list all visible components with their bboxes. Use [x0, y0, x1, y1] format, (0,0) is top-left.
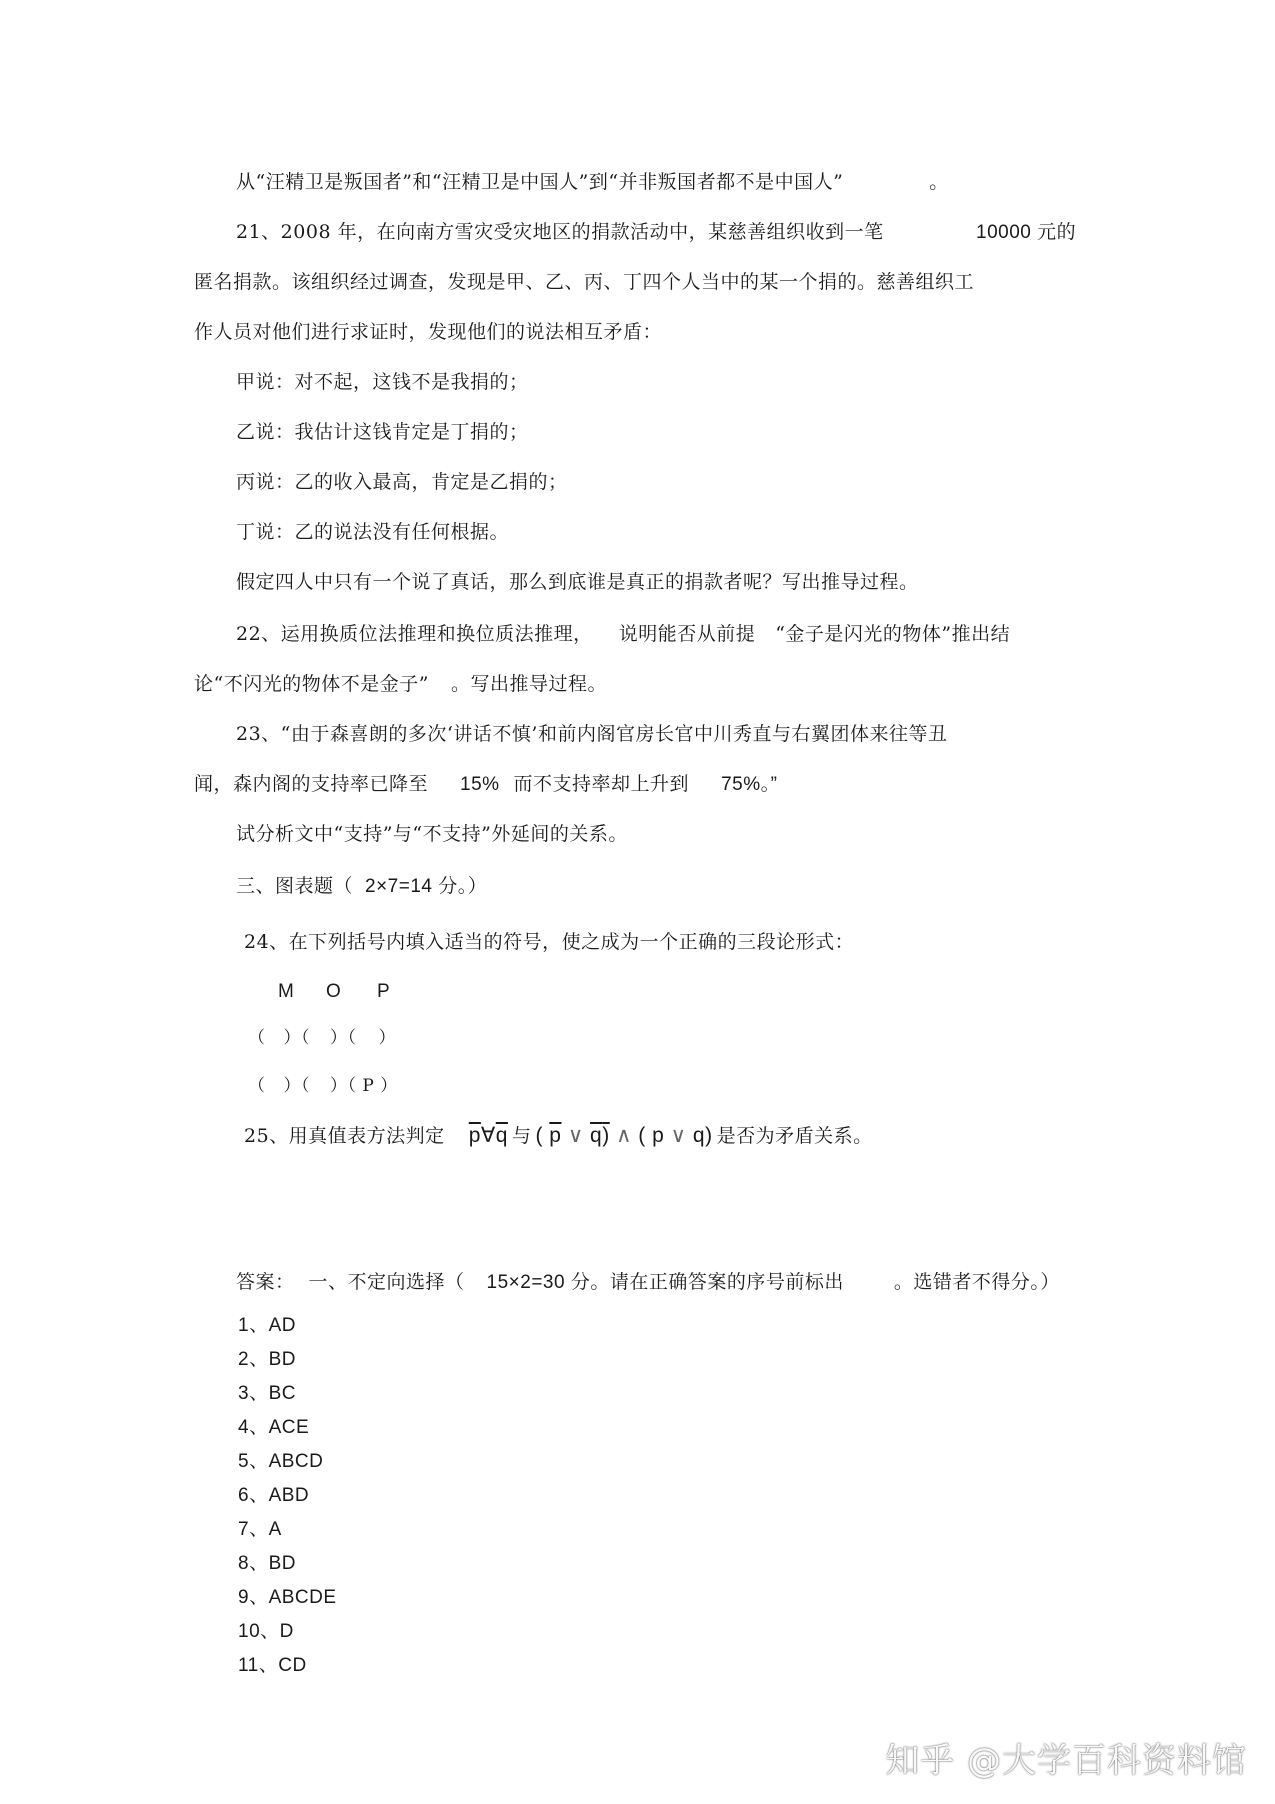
q22-line-1 [236, 622, 1010, 646]
negated-group [590, 1124, 610, 1147]
q24-row-1 [248, 1026, 396, 1050]
q25-text-b: 是否为矛盾关系。 [716, 1125, 873, 1147]
statement-text: 丁说：乙的说法没有任何根据。 [236, 521, 510, 543]
q21-statement-ding [236, 520, 509, 544]
answer-text: 8、BD [238, 1553, 296, 1574]
negated-p: $\overline{p}$ [468, 1124, 481, 1147]
section3-heading-a: 三、图表题（ [236, 875, 354, 897]
answer-item [238, 1348, 296, 1372]
q21-line1-a: 21、2008 年，在向南方雪灾受灾地区的捐款活动中，某慈善组织收到一笔 [236, 221, 884, 243]
q22-line2-b: 。写出推导过程。 [450, 673, 607, 695]
operator: ∀ [480, 1124, 496, 1147]
statement-text: 乙说：我估计这钱肯定是丁捐的； [236, 421, 529, 443]
bracket: ）（ [283, 1028, 310, 1048]
q25-formula-2 [535, 1124, 712, 1147]
negated-p: $\overline{p}$ [549, 1124, 562, 1147]
answer-item [238, 1382, 296, 1406]
section3-heading-b: 2×7=14 分。） [365, 876, 488, 897]
answer-item [238, 1314, 296, 1338]
paren: ) [705, 1124, 713, 1147]
q21-line1-b: 10000 元的 [976, 222, 1077, 243]
q20-tail-end: 。 [929, 171, 949, 193]
var-p: p [652, 1124, 665, 1147]
answer-item [238, 1518, 282, 1542]
q23-line2-a: 闻，森内阁的支持率已降至 [194, 773, 429, 795]
answer-text: 1、AD [238, 1315, 296, 1336]
q21-statement-jia [236, 370, 529, 394]
var-q: q [590, 1124, 603, 1147]
answer-text: 7、A [238, 1519, 282, 1540]
bracket: ）（ [330, 1028, 357, 1048]
answers-heading [236, 1270, 1060, 1295]
bracket: （ [248, 1028, 266, 1048]
answer-text: 11、CD [238, 1655, 307, 1676]
answer-item [238, 1620, 294, 1644]
answer-item [238, 1586, 337, 1610]
q22-line1-a: 22、运用换质位法推理和换位质法推理， [236, 623, 593, 645]
answers-note: 。选错者不得分。） [893, 1271, 1060, 1293]
q25-text-a: 25、用真值表方法判定 [244, 1125, 445, 1147]
answers-label: 答案： [236, 1271, 295, 1293]
answer-item [238, 1416, 309, 1440]
q23-line2-d: 75%。” [721, 774, 778, 795]
answer-item [238, 1552, 296, 1576]
q21-statement-yi [236, 420, 529, 444]
section3-heading [236, 874, 487, 899]
q24-header-row [278, 980, 294, 1004]
q21-line3: 作人员对他们进行求证时，发现他们的说法相互矛盾： [194, 321, 663, 343]
answer-item [238, 1450, 323, 1474]
q23-line2-b: 15% [460, 774, 500, 795]
q23-line-2 [194, 772, 777, 797]
q22-line1-c: “金子是闪光的物体”推出结 [775, 623, 1011, 645]
q24-row-2 [248, 1074, 398, 1098]
answer-text: 9、ABCDE [238, 1587, 337, 1608]
q24-question-text: 24、在下列括号内填入适当的符号，使之成为一个正确的三段论形式： [244, 931, 855, 953]
paren: ) [602, 1124, 610, 1147]
answer-text: 2、BD [238, 1349, 296, 1370]
operator: ∧ [616, 1124, 632, 1147]
q24-header-o [326, 980, 341, 1004]
q25-and-word: 与 [511, 1125, 532, 1147]
q23-line3: 试分析文中“支持”与“不支持”外延间的关系。 [236, 823, 628, 845]
q23-line-3 [236, 822, 628, 846]
q21-line-1b [976, 220, 1076, 245]
operator: ∨ [670, 1124, 687, 1147]
operator: ∨ [567, 1124, 584, 1147]
answer-text: 6、ABD [238, 1485, 310, 1506]
bracket: （ [248, 1076, 266, 1096]
q22-line-2 [194, 672, 607, 696]
term-p: P [377, 981, 391, 1002]
term-m: M [278, 981, 295, 1002]
q22-line1-b: 说明能否从前提 [618, 623, 756, 645]
q21-question [236, 570, 919, 594]
q25-line [244, 1124, 873, 1148]
term-o: O [326, 981, 342, 1002]
zhihu-watermark: 知乎 @大学百科资料馆 [885, 1741, 1247, 1781]
q25-formula-1 [469, 1124, 508, 1147]
answers-instruction: 15×2=30 分。请在正确答案的序号前标出 [486, 1272, 844, 1293]
q23-line2-c: 而不支持率却上升到 [513, 773, 690, 795]
q24-text [244, 930, 854, 954]
answer-text: 3、BC [238, 1383, 296, 1404]
q21-line-3 [194, 320, 662, 344]
var-q: q [692, 1124, 706, 1147]
paren: ( [535, 1124, 543, 1147]
q24-header-p [377, 980, 390, 1004]
answer-item [238, 1654, 307, 1678]
negated-q: $\overline{q}$ [495, 1124, 508, 1147]
q23-line-1 [236, 722, 947, 746]
q21-statement-bing [236, 470, 568, 494]
answer-text: 5、ABCD [238, 1451, 324, 1472]
bracket: ）（ [283, 1076, 310, 1096]
answer-item [238, 1484, 309, 1508]
q20-tail-text: 从“汪精卫是叛国者”和“汪精卫是中国人”到“并非叛国者都不是中国人” [236, 171, 844, 193]
bracket-p: ）（ P ） [330, 1076, 398, 1096]
answer-text: 10、D [238, 1621, 294, 1642]
q21-line-1 [236, 220, 884, 244]
q21-line-2 [194, 270, 974, 294]
q23-line1: 23、“由于森喜朗的多次‘讲话不慎’和前内阁官房长官中川秀直与右翼团体来往等丑 [236, 723, 948, 745]
q21-line2: 匿名捐款。该组织经过调查，发现是甲、乙、丙、丁四个人当中的某一个捐的。慈善组织工 [194, 271, 975, 293]
paren: ( [638, 1124, 646, 1147]
q22-line2-a: 论“不闪光的物体不是金子” [194, 673, 429, 695]
q20-tail-line [236, 170, 949, 194]
question-text: 假定四人中只有一个说了真话，那么到底谁是真正的捐款者呢？写出推导过程。 [236, 571, 919, 593]
answer-text: 4、ACE [238, 1417, 310, 1438]
bracket: ） [378, 1028, 396, 1048]
statement-text: 丙说：乙的收入最高，肯定是乙捐的； [236, 471, 568, 493]
answers-section: 一、不定向选择（ [308, 1271, 465, 1293]
statement-text: 甲说：对不起，这钱不是我捐的； [236, 371, 529, 393]
